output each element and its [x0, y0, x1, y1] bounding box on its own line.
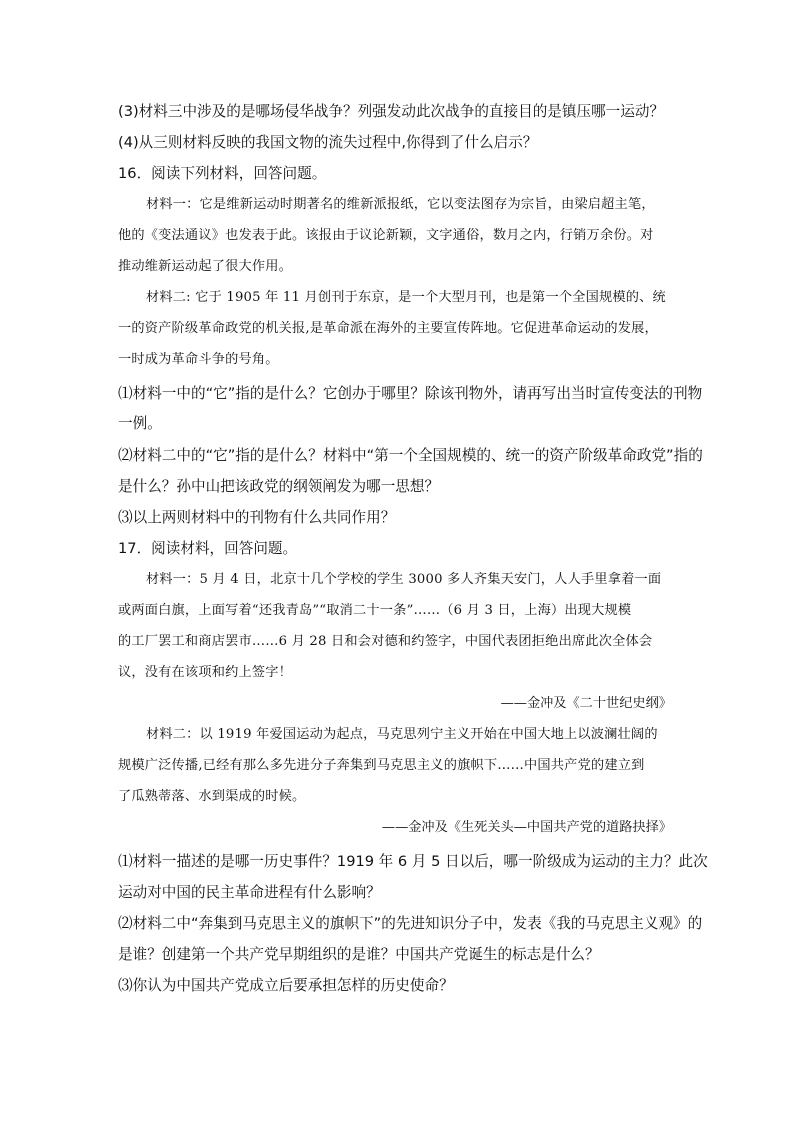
question-17-1-cont: 运动对中国的民主革命进程有什么影响？: [118, 884, 381, 901]
q16-material-1-line: 推动维新运动起了很大作用。: [118, 259, 293, 274]
q17-material-1-line: 议，没有在该项和约上签字！: [118, 665, 293, 680]
q17-material-2-line: 了瓜熟蒂落、水到渠成的时候。: [118, 789, 306, 804]
question-15-4: (4)从三则材料反映的我国文物的流失过程中,你得到了什么启示？: [118, 134, 538, 151]
question-15-3: (3)材料三中涉及的是哪场侵华战争？列强发动此次战争的直接目的是镇压哪一运动？: [118, 103, 665, 120]
q17-material-2-line: 规模广泛传播,已经有那么多先进分子奔集到马克思主义的旗帜下……中国共产党的建立到: [118, 758, 645, 773]
q17-material-1-source: ——金冲及《二十世纪史纲》: [500, 696, 672, 711]
question-16-3: ⑶以上两则材料中的刊物有什么共同作用？: [118, 509, 396, 526]
question-17-3: ⑶你认为中国共产党成立后要承担怎样的历史使命？: [118, 977, 454, 994]
question-17-2: ⑵材料二中“奔集到马克思主义的旗帜下”的先进知识分子中，发表《我的马克思主义观》的: [118, 915, 703, 932]
q16-material-2-line: 一时成为革命斗争的号角。: [118, 352, 279, 367]
q16-material-1-line: 材料一：它是维新运动时期著名的维新派报纸，它以变法图存为宗旨，由梁启超主笔，: [146, 197, 655, 212]
q17-material-1-line: 或两面白旗，上面写着“还我青岛”“取消二十一条”……（6 月 3 日，上海）出现大规模: [118, 603, 632, 618]
q17-material-1-line: 材料一：5 月 4 日，北京十几个学校的学生 3000 多人齐集天安门，人人手里拿着一面: [146, 572, 662, 587]
q16-material-2-line: 一的资产阶级革命政党的机关报,是革命派在海外的主要宣传阵地。它促进革命运动的发展，: [118, 321, 658, 336]
q17-material-2-line: 材料二：以 1919 年爱国运动为起点，马克思列宁主义开始在中国大地上以波澜壮阔的: [146, 727, 658, 742]
question-17-header: 17．阅读材料，回答问题。: [118, 540, 298, 557]
q16-material-2-line: 材料二: 它于 1905 年 11 月创刊于东京，是一个大型月刊，也是第一个全国规模的、统: [146, 290, 666, 305]
question-16-2-cont: 是什么？孙中山把该政党的纲领阐发为哪一思想？: [118, 478, 440, 495]
q17-material-2-source: ——金冲及《生死关头—中国共产党的道路抉择》: [381, 820, 672, 835]
q16-material-1-line: 他的《变法通议》也发表于此。该报由于议论新颖，文字通俗，数月之内，行销万余份。对: [118, 228, 654, 243]
question-16-1-cont: 一例。: [118, 415, 162, 432]
question-16-1: ⑴材料一中的“它”指的是什么？它创办于哪里？除该刊物外，请再写出当时宣传变法的刊物: [118, 385, 703, 402]
question-16-header: 16．阅读下列材料，回答问题。: [118, 165, 327, 182]
question-16-2: ⑵材料二中的“它”指的是什么？材料中“第一个全国规模的、统一的资产阶级革命政党”指的: [118, 447, 703, 464]
question-17-1: ⑴材料一描述的是哪一历史事件？1919 年 6 月 5 日以后，哪一阶级成为运动的主力？此次: [118, 853, 708, 870]
question-17-2-cont: 是谁？创建第一个共产党早期组织的是谁？中国共产党诞生的标志是什么？: [118, 946, 600, 963]
q17-material-1-line: 的工厂罢工和商店罢市……6 月 28 日和会对德和约签字，中国代表团拒绝出席此次全体会: [118, 634, 653, 649]
